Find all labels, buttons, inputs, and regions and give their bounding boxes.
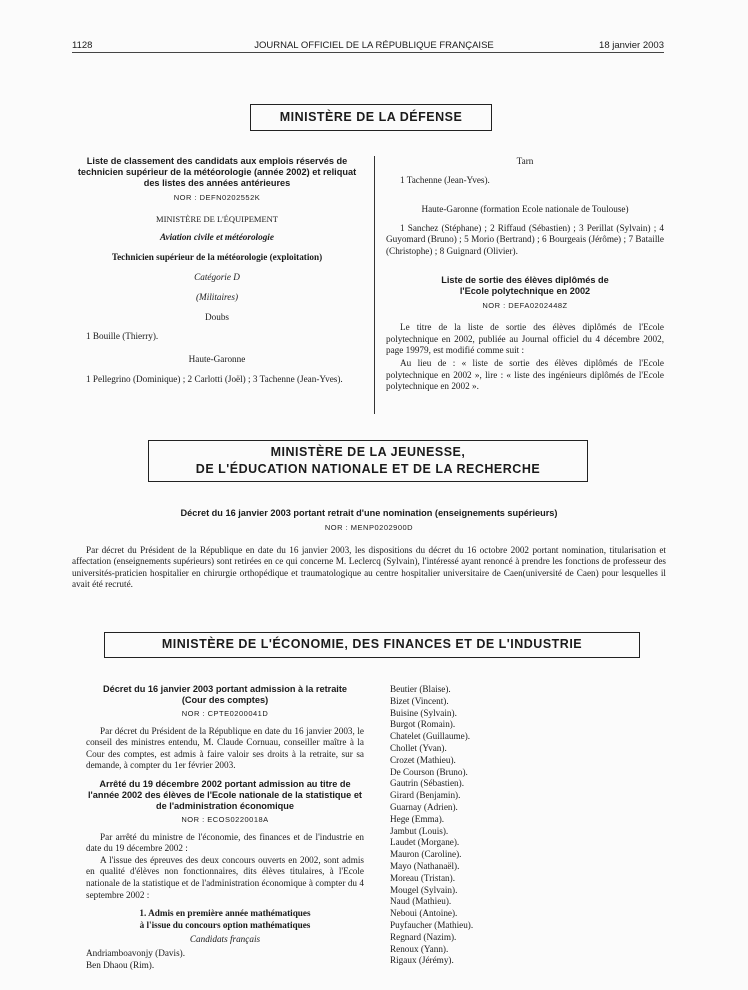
column-divider [374,156,375,414]
list-item: Mayo (Nathanaël). [390,860,460,871]
header-rule [72,52,664,53]
ministry-jeunesse-line2: DE L'ÉDUCATION NATIONALE ET DE LA RECHERCHE [195,462,541,476]
ministry-defense-title: MINISTÈRE DE LA DÉFENSE [279,110,463,124]
tarn-heading: Tarn [516,156,534,166]
list-item: De Courson (Bruno). [390,766,468,777]
hg-list: 1 Pellegrino (Dominique) ; 2 Carlotti (Joël) ; 3 Tachenne (Jean-Yves). [86,374,343,385]
ensae-arrete-nor: NOR : ECOS0220018A [181,814,269,824]
list-item: Neboui (Antoine). [390,908,458,919]
list-item: Puyfaucher (Mathieu). [390,919,474,930]
list-item: Chatelet (Guillaume). [390,731,471,742]
ministry-defense-box [250,104,492,131]
defense-list-nor: NOR : DEFN0202552K [173,193,261,202]
list-item: Beutier (Blaise). [390,684,451,694]
jeunesse-decree-nor: NOR : MENP0202900D [324,523,414,532]
polytechnique-title: Liste de sortie des élèves diplômés de l'Ecole polytechnique en 2002 [441,274,609,296]
hg-heading: Haute-Garonne [188,353,246,364]
list-item: Chollet (Yvan). [390,742,447,753]
list-item: Crozet (Mathieu). [390,754,456,765]
defense-list-title: Liste de classement des candidats aux emplois réservés de technicien supérieur de la météorologie (année 2002) et reliquat des listes des années antérieures [77,156,357,188]
list-item: Moreau (Tristan). [390,872,455,883]
candidats-label: Candidats français [189,934,261,945]
list-item: Mauron (Caroline). [390,849,462,860]
defense-left-column [72,156,362,386]
list-item: Guarnay (Adrien). [390,801,458,812]
list-item: Andriamboavonjy (Davis). [86,947,185,958]
sub-ministry-equipement: MINISTÈRE DE L'ÉQUIPEMENT [156,213,278,224]
polytechnique-nor: NOR : DEFA0202448Z [482,300,568,310]
ministry-economie-title: MINISTÈRE DE L'ÉCONOMIE, DES FINANCES ET DE L'INDUSTRIE [161,637,583,651]
ensae-arrete-p1: Par arrêté du ministre de l'économie, des finances et de l'industrie en date du 19 décembre 2002 : [86,831,364,854]
list-item: Girard (Benjamin). [390,790,461,801]
jeunesse-decree-title: Décret du 16 janvier 2003 portant retrait d'une nomination (enseignements supérieurs) [180,508,558,518]
service-label: Aviation civile et météorologie [160,232,274,243]
doubs-list: 1 Bouille (Thierry). [86,331,159,342]
list-item: Rigaux (Jérémy). [390,955,454,966]
list-item: Mougel (Sylvain). [390,884,458,895]
ministry-jeunesse-line1: MINISTÈRE DE LA JEUNESSE, [270,445,466,459]
hg2-list: 1 Sanchez (Stéphane) ; 2 Riffaud (Sébastien) ; 3 Perillat (Sylvain) ; 4 Guyomard (Bruno) ; 5 Morio (Bertrand) ; 6 Bourgeais (Jérôme) ; 7 Bataille (Christophe) ; 8 Guignard (Olivier). [386,222,664,256]
ensae-arrete-title: Arrêté du 19 décembre 2002 portant admission au titre de l'année 2002 des élèves de l'Ecole nationale de la statistique et de l'administration économique [88,778,362,811]
hg2-heading: Haute-Garonne (formation Ecole nationale de Toulouse) [421,204,629,215]
list-item: Gautrin (Sébastien). [390,778,464,789]
doubs-heading: Doubs [205,311,229,322]
admis-line1: 1. Admis en première année mathématiques [139,908,311,919]
polytechnique-p2: Au lieu de : « liste de sortie des élèves diplômés de l'Ecole polytechnique en 2002 », lire : « liste des ingénieurs diplômés de l'Ecole polytechnique en 2002 ». [386,357,664,392]
economie-left-column [86,684,364,971]
page-date: 18 janvier 2003 [599,40,664,51]
list-item: Regnard (Nazim). [390,931,457,942]
page-number: 1128 [72,40,93,51]
list-item: Laudet (Morgane). [390,837,460,848]
retraite-decree-text: Par décret du Président de la République en date du 16 janvier 2003, le conseil des ministres entendu, M. Claude Cornuau, conseiller maître à la Cour des comptes, est admis à faire valoir ses droits à la retraite, sur sa demande, à compter du 1er février 2003. [86,725,364,771]
ministry-jeunesse-box [148,440,588,482]
jeunesse-decree-text: Par décret du Président de la République en date du 16 janvier 2003, les dispositions du décret du 16 octobre 2002 portant nomination, titularisation et affectation (enseignements supérieurs) sont retirées en ce qui concerne M. Leclercq (Sylvain), l'intéressé ayant renoncé à prendre les fonctions de professeur des universités-praticien hospitalier en chirurgie orthopédique et traumatologique au centre hospitalier universitaire de Caen(université de Caen) pour lesquelles il avait été recruté. [72,544,666,590]
category-label: Catégorie D [194,272,240,283]
polytechnique-p1: Le titre de la liste de sortie des élèves diplômés de l'Ecole polytechnique en 2002, publiée au Journal officiel du 4 décembre 2002, page 19979, est modifié comme suit : [386,322,664,356]
defense-right-column [386,156,664,393]
retraite-decree-title: Décret du 16 janvier 2003 portant admission à la retraite (Cour des comptes) [102,684,348,705]
list-item: Bizet (Vincent). [390,695,449,706]
list-item: Naud (Mathieu). [390,896,452,907]
list-item: Buisine (Sylvain). [390,707,457,718]
militaires-label: (Militaires) [195,291,239,302]
list-item: Hege (Emma). [390,813,445,824]
corps-label: Technicien supérieur de la météorologie (exploitation) [111,251,323,262]
list-item: Burgot (Romain). [390,719,456,730]
list-item: Ben Dhaou (Rim). [86,959,155,970]
admis-line2: à l'issue du concours option mathématiques [139,919,311,930]
names-right-list [390,684,640,967]
tarn-list: 1 Tachenne (Jean-Yves). [400,174,490,185]
journal-title: JOURNAL OFFICIEL DE LA RÉPUBLIQUE FRANÇAISE [254,40,494,51]
jeunesse-section [72,508,666,591]
ensae-arrete-p2: A l'issue des épreuves des deux concours ouverts en 2002, sont admis en qualité d'élèves non fonctionnaires, dits élèves titulaires, à l'Ecole nationale de la statistique et de l'administration économique à compter du 4 septembre 2002 : [86,854,364,900]
list-item: Jambut (Louis). [390,825,449,836]
names-left-list [86,948,364,971]
ministry-economie-box [104,632,640,658]
list-item: Renoux (Yann). [390,943,449,954]
retraite-decree-nor: NOR : CPTE0200041D [181,709,269,718]
